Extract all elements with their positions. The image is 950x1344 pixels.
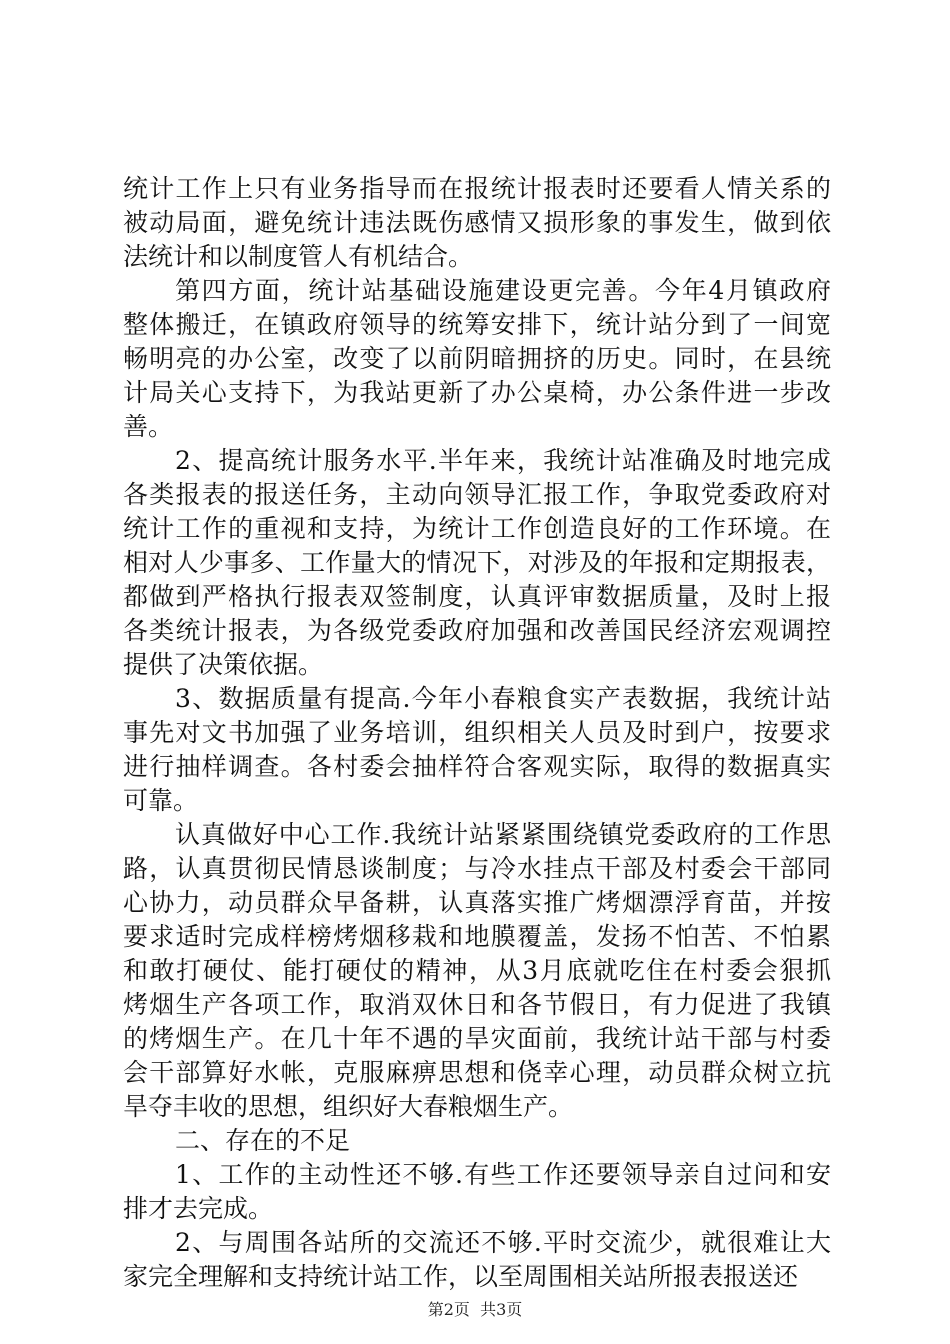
- text-line: 法统计和以制度管人有机结合。: [123, 242, 474, 271]
- text-line: 提供了决策依据。: [123, 650, 324, 679]
- paragraph: [123, 274, 831, 444]
- text-line: 统计工作的重视和支持，为统计工作创造良好的工作环境。在: [123, 514, 831, 543]
- text-line: 1、工作的主动性还不够.有些工作还要领导亲自过问和安: [175, 1160, 831, 1189]
- text-line: 心协力，动员群众早备耕，认真落实推广烤烟漂浮育苗，并按: [123, 888, 831, 917]
- text-line: 进行抽样调查。各村委会抽样符合客观实际，取得的数据真实: [123, 752, 831, 781]
- text-line: 认真做好中心工作.我统计站紧紧围绕镇党委政府的工作思: [175, 820, 831, 849]
- text-line: 二、存在的不足: [175, 1126, 351, 1155]
- text-line: 都做到严格执行报表双签制度，认真评审数据质量，及时上报: [123, 582, 831, 611]
- text-line: 2、与周围各站所的交流还不够.平时交流少，就很难让大: [175, 1228, 831, 1257]
- paragraph: [123, 444, 831, 682]
- paragraph: [123, 682, 831, 818]
- text-line: 整体搬迁，在镇政府领导的统筹安排下，统计站分到了一间宽: [123, 310, 831, 339]
- paragraph: [123, 818, 831, 1124]
- text-line: 烤烟生产各项工作，取消双休日和各节假日，有力促进了我镇: [123, 990, 831, 1019]
- text-line: 各类统计报表，为各级党委政府加强和改善国民经济宏观调控: [123, 616, 831, 645]
- text-line: 2、提高统计服务水平.半年来，我统计站准确及时地完成: [175, 446, 831, 475]
- text-line: 的烤烟生产。在几十年不遇的旱灾面前，我统计站干部与村委: [123, 1024, 831, 1053]
- text-line: 和敢打硬仗、能打硬仗的精神，从3月底就吃住在村委会狠抓: [123, 956, 831, 985]
- text-line: 旱夺丰收的思想，组织好大春粮烟生产。: [123, 1092, 574, 1121]
- text-line: 事先对文书加强了业务培训，组织相关人员及时到户，按要求: [123, 718, 831, 747]
- text-line: 畅明亮的办公室，改变了以前阴暗拥挤的历史。同时，在县统: [123, 344, 831, 373]
- paragraph: [123, 1124, 831, 1158]
- document-body: [123, 172, 831, 1294]
- text-line: 可靠。: [123, 786, 199, 815]
- text-line: 计局关心支持下，为我站更新了办公桌椅，办公条件进一步改: [123, 378, 831, 407]
- text-line: 被动局面，避免统计违法既伤感情又损形象的事发生，做到依: [123, 208, 831, 237]
- text-line: 统计工作上只有业务指导而在报统计报表时还要看人情关系的: [123, 174, 831, 203]
- text-line: 善。: [123, 412, 174, 441]
- text-line: 相对人少事多、工作量大的情况下，对涉及的年报和定期报表，: [123, 548, 831, 577]
- text-line: 第四方面，统计站基础设施建设更完善。今年4月镇政府: [175, 276, 831, 305]
- paragraph: [123, 1158, 831, 1226]
- text-line: 家完全理解和支持统计站工作，以至周围相关站所报表报送还: [123, 1262, 799, 1291]
- page-footer: [0, 1300, 950, 1320]
- text-line: 各类报表的报送任务，主动向领导汇报工作，争取党委政府对: [123, 480, 831, 509]
- paragraph: [123, 172, 831, 274]
- text-line: 路，认真贯彻民情恳谈制度；与冷水挂点干部及村委会干部同: [123, 854, 831, 883]
- text-line: 要求适时完成样榜烤烟移栽和地膜覆盖，发扬不怕苦、不怕累: [123, 922, 831, 951]
- text-line: 排才去完成。: [123, 1194, 274, 1223]
- text-line: 会干部算好水帐，克服麻痹思想和侥幸心理，动员群众树立抗: [123, 1058, 831, 1087]
- paragraph: [123, 1226, 831, 1294]
- page-number-label: 第2页 共3页: [427, 1300, 523, 1319]
- text-line: 3、数据质量有提高.今年小春粮食实产表数据，我统计站: [175, 684, 831, 713]
